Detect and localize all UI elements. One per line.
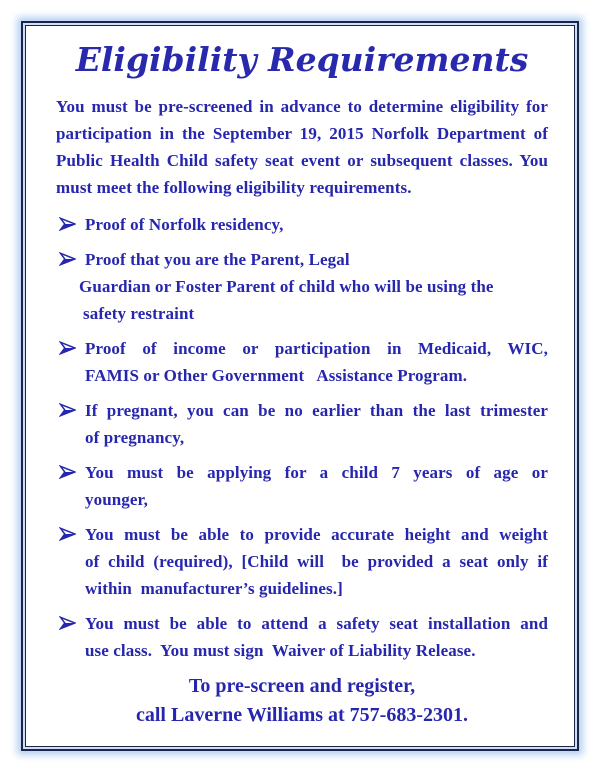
flyer-frame [21,21,579,751]
list-item-line: You must be able to provide accurate height and weight [85,525,548,544]
list-item-line: of pregnancy, [85,428,185,447]
arrowhead-right-icon [59,341,76,355]
list-item-line: younger, [85,490,148,509]
list-item [56,246,548,327]
list-item-line: of child (required), [Child will be provided a seat only if [85,552,548,571]
list-item [56,335,548,389]
eligibility-list [56,211,548,664]
list-item-line: Proof of Norfolk residency, [85,215,284,234]
page-title: Eligibility Requirements [75,40,529,79]
list-item-line: FAMIS or Other Government Assistance Program. [85,366,468,385]
list-item-line: Guardian or Foster Parent of child who will be using the [79,277,494,296]
list-item [56,397,548,451]
intro-line: participation in the September 19, 2015 Norfolk Department of [56,124,548,143]
intro-paragraph [56,93,548,201]
flyer-content [23,23,577,730]
arrowhead-right-icon [59,465,76,479]
list-item-text [85,459,548,513]
arrowhead-right-icon [59,527,76,541]
list-item-line: within manufacturer’s guidelines.] [85,579,343,598]
list-item-line: Proof of income or participation in Medicaid, WIC, [85,339,548,358]
list-item-line: If pregnant, you can be no earlier than the last trimester [85,401,548,420]
list-item-line: You must be able to attend a safety seat installation and [85,614,548,633]
list-item [56,610,548,664]
intro-line: must meet the following eligibility requirements. [56,178,412,197]
list-item-text [85,521,548,602]
register-info [56,672,548,730]
list-item [56,211,548,238]
list-item-line: Proof that you are the Parent, Legal [85,250,350,269]
intro-line: You must be pre-screened in advance to determine eligibility for [56,97,548,116]
arrowhead-right-icon [59,252,76,266]
footer-line: To pre-screen and register, [188,675,416,697]
arrowhead-right-icon [59,403,76,417]
list-item-text [79,246,548,327]
arrowhead-right-icon [59,217,76,231]
list-item-text [85,397,548,451]
list-item-line: use class. You must sign Waiver of Liability Release. [85,641,476,660]
footer-line: call Laverne Williams at 757-683-2301. [135,704,468,726]
list-item-line: safety restraint [83,304,195,323]
arrowhead-right-icon [59,616,76,630]
list-item [56,459,548,513]
intro-line: Public Health Child safety seat event or subsequent classes. You [56,151,548,170]
list-item-text [85,335,548,389]
list-item-text [85,211,548,238]
list-item-text [85,610,548,664]
list-item-line: You must be applying for a child 7 years of age or [85,463,548,482]
list-item [56,521,548,602]
